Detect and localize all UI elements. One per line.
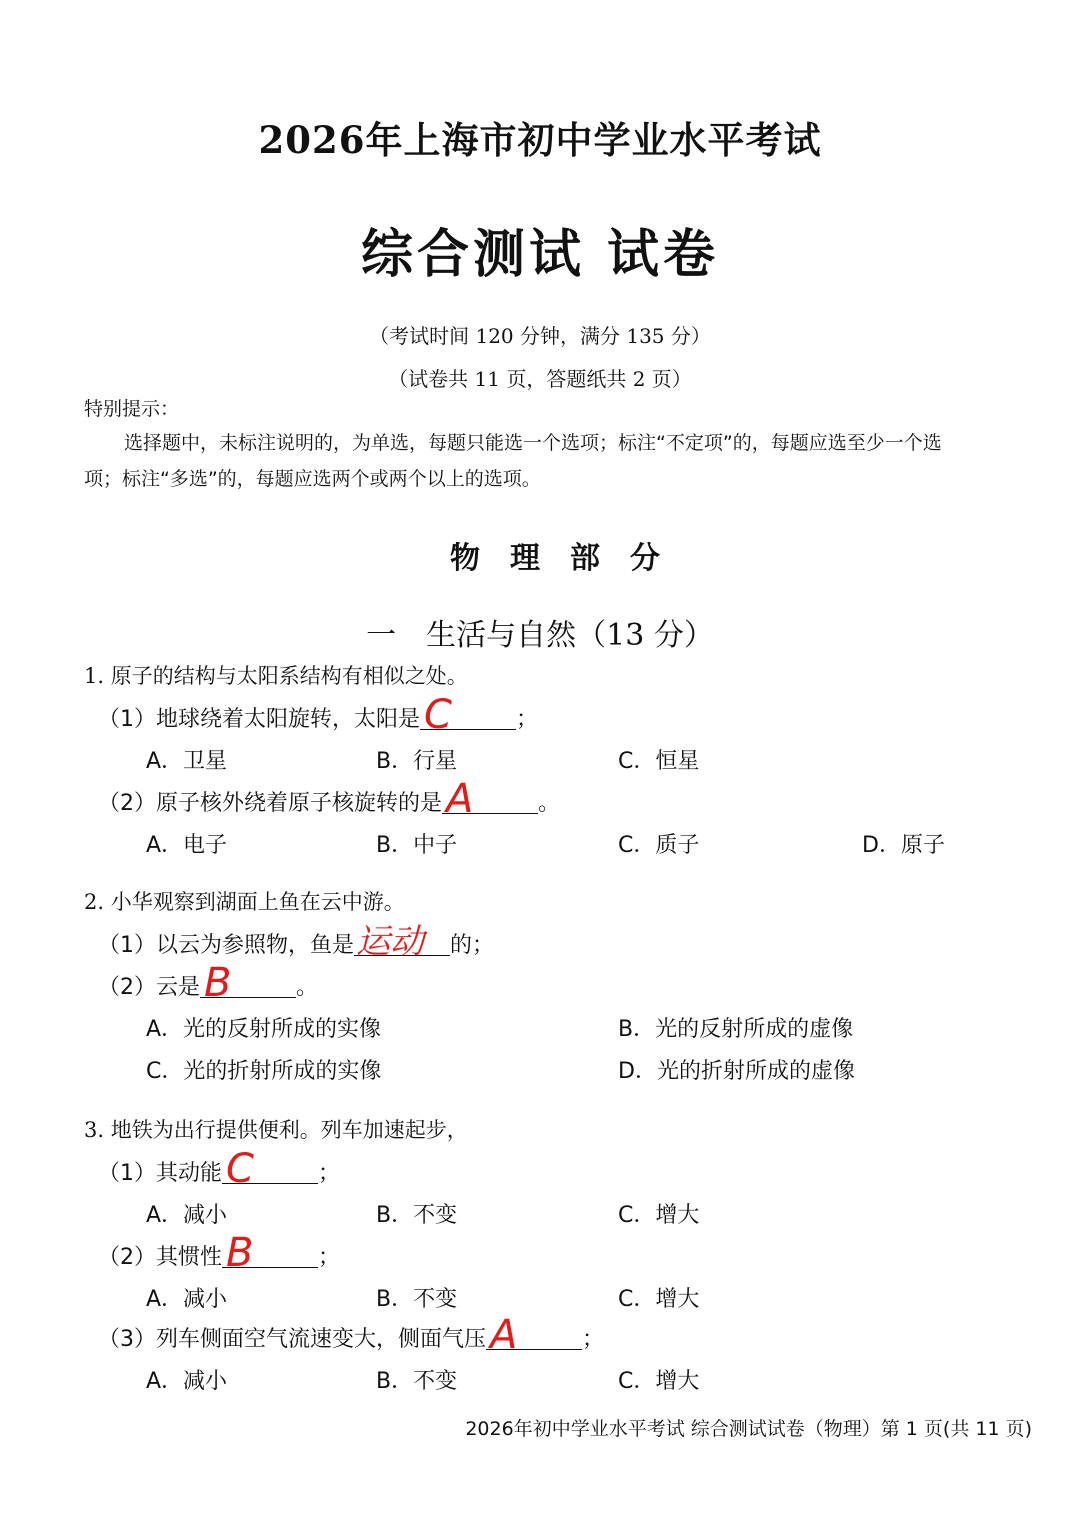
option: A．电子 bbox=[146, 833, 228, 858]
sub-question-suffix: 。 bbox=[538, 791, 561, 816]
option: C．质子 bbox=[618, 833, 700, 858]
option: D．光的折射所成的虚像 bbox=[618, 1059, 855, 1084]
handwritten-answer: C bbox=[424, 692, 452, 738]
option: A．光的反射所成的实像 bbox=[146, 1017, 382, 1042]
page-footer: 2026年初中学业水平考试 综合测试试卷（物理）第 1 页(共 11 页) bbox=[465, 1418, 1032, 1440]
notice-line: 项；标注“多选”的，每题应选两个或两个以上的选项。 bbox=[84, 468, 541, 490]
option: B．不变 bbox=[376, 1287, 458, 1312]
part-title: 一 生活与自然（13 分） bbox=[366, 618, 714, 653]
exam-title: 2026年上海市初中学业水平考试 bbox=[258, 118, 822, 162]
sub-question bbox=[98, 776, 561, 822]
question-stem: 1. 原子的结构与太阳系结构有相似之处。 bbox=[84, 664, 468, 688]
sub-question-suffix: 的； bbox=[450, 933, 495, 958]
sub-question bbox=[98, 1230, 341, 1276]
option: C．恒星 bbox=[618, 749, 700, 774]
answer-blank[interactable] bbox=[442, 776, 538, 822]
answer-blank[interactable] bbox=[222, 1146, 318, 1192]
sub-question-text: （2）云是 bbox=[98, 975, 200, 1000]
option: A．减小 bbox=[146, 1203, 228, 1228]
option: C．增大 bbox=[618, 1287, 700, 1312]
handwritten-answer: A bbox=[446, 776, 474, 822]
sub-question bbox=[98, 692, 539, 738]
option: A．卫星 bbox=[146, 749, 228, 774]
option: C．增大 bbox=[618, 1369, 700, 1394]
sub-question bbox=[98, 922, 495, 962]
question-stem: 3. 地铁为出行提供便利。列车加速起步， bbox=[84, 1118, 468, 1142]
question-stem: 2. 小华观察到湖面上鱼在云中游。 bbox=[84, 890, 405, 914]
exam-time-info: （考试时间 120 分钟，满分 135 分） bbox=[369, 324, 711, 348]
sub-question-text: （2）其惯性 bbox=[98, 1245, 222, 1270]
sub-question-text: （1）地球绕着太阳旋转，太阳是 bbox=[98, 707, 420, 732]
exam-subtitle: 综合测试 试卷 bbox=[360, 224, 720, 285]
sub-question-text: （1）其动能 bbox=[98, 1161, 222, 1186]
sub-question-text: （3）列车侧面空气流速变大，侧面气压 bbox=[98, 1327, 486, 1352]
sub-question bbox=[98, 1146, 341, 1192]
sub-question-suffix: ； bbox=[516, 707, 539, 732]
option: B．不变 bbox=[376, 1203, 458, 1228]
option: A．减小 bbox=[146, 1287, 228, 1312]
option: A．减小 bbox=[146, 1369, 228, 1394]
option: B．行星 bbox=[376, 749, 458, 774]
sub-question-text: （2）原子核外绕着原子核旋转的是 bbox=[98, 791, 442, 816]
option: C．增大 bbox=[618, 1203, 700, 1228]
sub-question-text: （1）以云为参照物，鱼是 bbox=[98, 933, 354, 958]
sub-question-suffix: ； bbox=[318, 1245, 341, 1270]
sub-question bbox=[98, 960, 319, 1006]
option: B．中子 bbox=[376, 833, 458, 858]
sub-question-suffix: ； bbox=[582, 1327, 605, 1352]
option: B．光的反射所成的虚像 bbox=[618, 1017, 854, 1042]
answer-blank[interactable] bbox=[486, 1312, 582, 1358]
answer-blank[interactable] bbox=[200, 960, 296, 1006]
sub-question-suffix: 。 bbox=[296, 975, 319, 1000]
answer-blank[interactable] bbox=[420, 692, 516, 738]
notice-line: 选择题中，未标注说明的，为单选，每题只能选一个选项；标注“不定项”的，每题应选至少一个选 bbox=[124, 432, 942, 454]
answer-blank[interactable] bbox=[222, 1230, 318, 1276]
option: B．不变 bbox=[376, 1369, 458, 1394]
sub-question bbox=[98, 1312, 605, 1358]
page-count-info: （试卷共 11 页，答题纸共 2 页） bbox=[388, 367, 692, 391]
handwritten-answer: A bbox=[490, 1312, 518, 1358]
handwritten-answer: B bbox=[204, 960, 232, 1006]
option: D．原子 bbox=[862, 833, 945, 858]
notice-label: 特别提示： bbox=[84, 398, 180, 420]
handwritten-answer: 运动 bbox=[356, 922, 424, 962]
section-title: 物理部分 bbox=[450, 541, 690, 576]
sub-question-suffix: ； bbox=[318, 1161, 341, 1186]
handwritten-answer: B bbox=[226, 1230, 254, 1276]
option: C．光的折射所成的实像 bbox=[146, 1059, 382, 1084]
handwritten-answer: C bbox=[226, 1146, 254, 1192]
answer-blank[interactable] bbox=[354, 922, 450, 962]
